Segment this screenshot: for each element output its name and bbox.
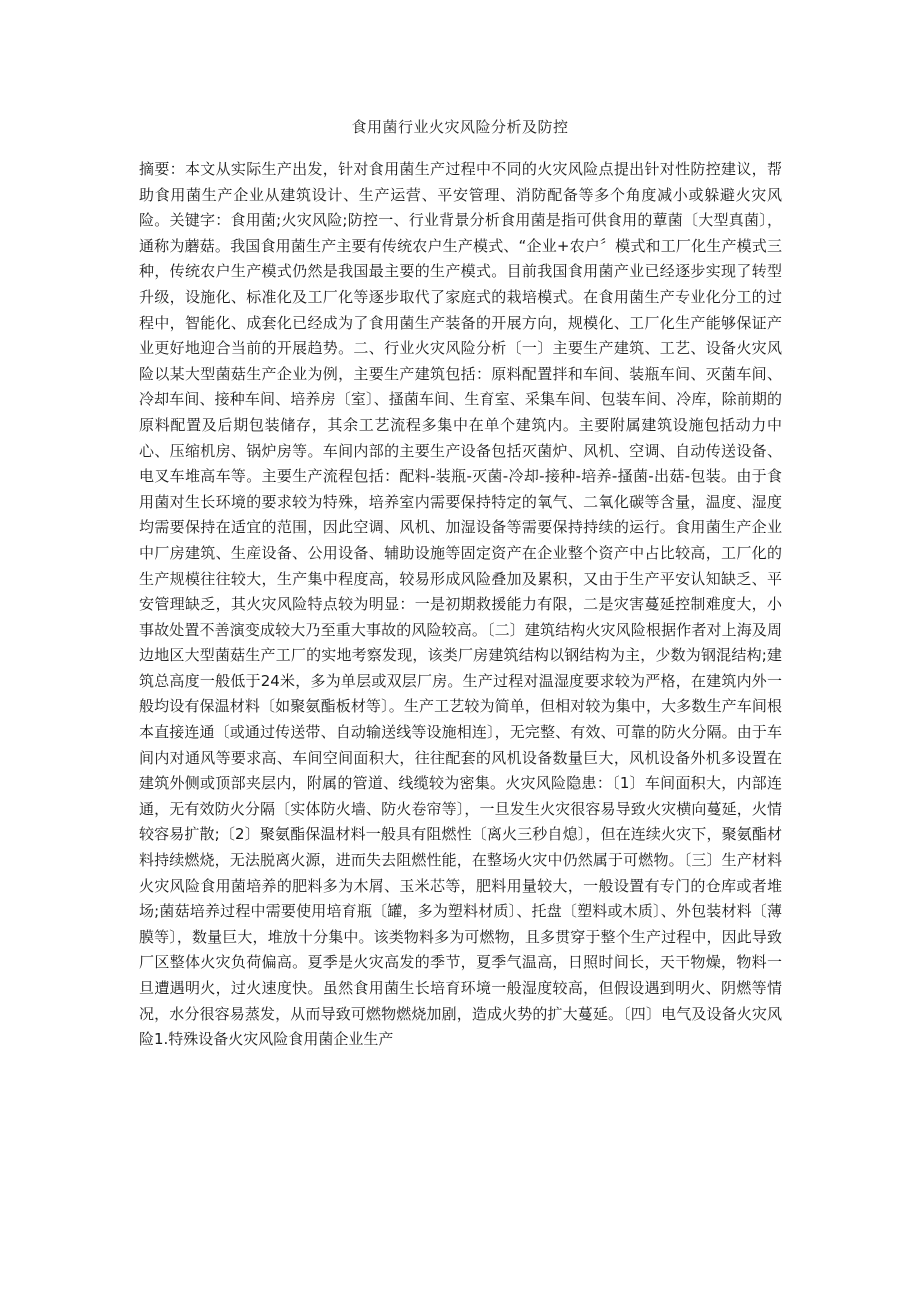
document-body-text: 摘要：本文从实际生产出发，针对食用菌生产过程中不同的火灾风险点提出针对性防控建议，帮助食用菌生产企业从建筑设计、生产运营、平安管理、消防配备等多个角度减小或躲避火灾风险。关键字：食用菌;火灾风险;防控一、行业背景分析食用菌是指可供食用的蕈菌〔大型真菌〕，通称为蘑菇。我国食用菌生产主要有传统农户生产模式、“企业+农户〞模式和工厂化生产模式三种，传统农户生产模式仍然是我国最主要的生产模式。目前我国食用菌产业已经逐步实现了转型升级，设施化、标准化及工厂化等逐步取代了家庭式的栽培模式。在食用菌生产专业化分工的过程中，智能化、成套化已经成为了食用菌生产装备的开展方向，规模化、工厂化生产能够保证产业更好地迎合当前的开展趋势。二、行业火灾风险分析〔一〕主要生产建筑、工艺、设备火灾风险以某大型菌菇生产企业为例，主要生产建筑包括：原料配置拌和车间、装瓶车间、灭菌车间、冷却车间、接种车间、培养房〔室〕、搔菌车间、生育室、采集车间、包装车间、冷库，除前期的原料配置及后期包装储存，其余工艺流程多集中在单个建筑内。主要附属建筑设施包括动力中心、压缩机房、锅炉房等。车间内部的主要生产设备包括灭菌炉、风机、空调、自动传送设备、电叉车堆高车等。主要生产流程包括：配料-装瓶-灭菌-冷却-接种-培养-搔菌-出菇-包装。由于食用菌对生长环境的要求较为特殊，培养室内需要保持特定的氧气、二氧化碳等含量，温度、湿度均需要保持在适宜的范围，因此空调、风机、加湿设备等需要保持持续的运行。食用菌生产企业中厂房建筑、生産设备、公用设备、辅助设施等固定资产在企业整个资产中占比较高，工厂化的生产规模往往较大，生产集中程度高，较易形成风险叠加及累积，又由于生产平安认知缺乏、平安管理缺乏，其火灾风险特点较为明显：一是初期救援能力有限，二是灾害蔓延控制难度大，小事故处置不善演变成较大乃至重大事故的风险较高。〔二〕建筑结构火灾风险根据作者对上海及周边地区大型菌菇生产工厂的实地考察发现，该类厂房建筑结构以钢结构为主，少数为钢混结构;建筑总高度一般低于24米，多为单层或双层厂房。生产过程对温湿度要求较为严格，在建筑内外一般均设有保温材料〔如聚氨酯板材等〕。生产工艺较为简单，但相对较为集中，大多数生产车间根本直接连通〔或通过传送带、自动输送线等设施相连〕，无完整、有效、可靠的防火分隔。由于车间内对通风等要求高、车间空间面积大，往往配套的风机设备数量巨大，风机设备外机多设置在建筑外侧或顶部夹层内，附属的管道、线缆较为密集。火灾风险隐患：〔1〕车间面积大，内部连通，无有效防火分隔〔实体防火墙、防火卷帘等〕，一旦发生火灾很容易导致火灾横向蔓延，火情较容易扩散;〔2〕聚氨酯保温材料一般具有阻燃性〔离火三秒自熄〕，但在连续火灾下，聚氨酯材料持续燃烧，无法脱离火源，进而失去阻燃性能，在整场火灾中仍然属于可燃物。〔三〕生产材料火灾风险食用菌培养的肥料多为木屑、玉米芯等，肥料用量较大，一般设置有专门的仓库或者堆场;菌菇培养过程中需要使用培育瓶〔罐，多为塑料材质〕、托盘〔塑料或木质〕、外包装材料〔薄膜等〕，数量巨大，堆放十分集中。该类物料多为可燃物，且多贯穿于整个生产过程中，因此导致厂区整体火灾负荷偏高。夏季是火灾高发的季节，夏季气温高，日照时间长，天干物燥，物料一旦遭遇明火，过火速度快。虽然食用菌生长培育环境一般湿度较高，但假设遇到明火、阴燃等情况，水分很容易蒸发，从而导致可燃物燃烧加剧，造成火势的扩大蔓延。〔四〕电气及设备火灾风险1.特殊设备火灾风险食用菌企业生产	[139, 160, 782, 1049]
document-title: 食用菌行业火灾风险分析及防控	[351, 118, 569, 136]
